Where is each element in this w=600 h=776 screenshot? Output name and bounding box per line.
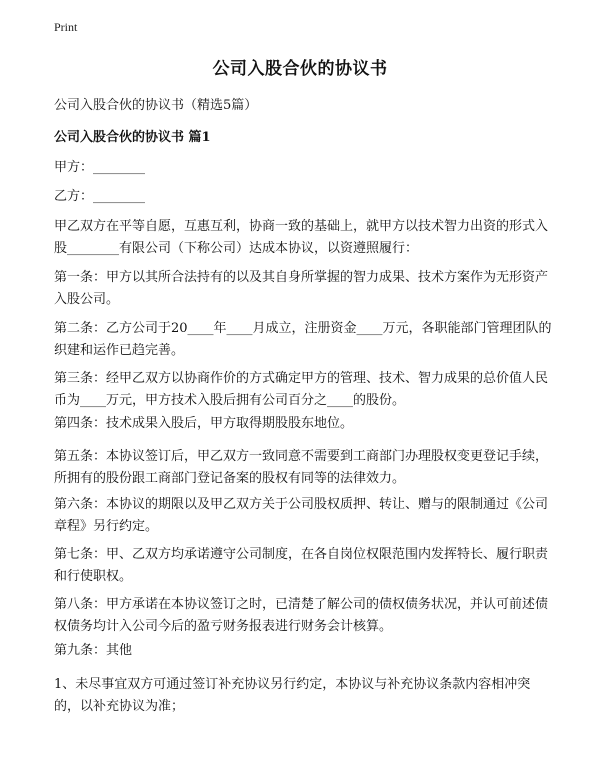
- document-subtitle: 公司入股合伙的协议书（精选5篇）: [54, 98, 258, 113]
- article-9-item-1: 1、未尽事宜双方可通过签订补充协议另行约定，本协议与补充协议条款内容相冲突的，以补充协议为准；: [54, 677, 531, 714]
- article-8: 第八条：甲方承诺在本协议签订之时，已清楚了解公司的债权债务状况，并认可前述债权债务均计入公司今后的盈亏财务报表进行财务会计核算。: [54, 597, 549, 634]
- print-label: Print: [54, 20, 78, 34]
- article-7: 第七条：甲、乙双方均承诺遵守公司制度，在各自岗位权限范围内发挥特长、履行职责和行使职权。: [54, 547, 549, 584]
- article-3: 第三条：经甲乙双方以协商作价的方式确定甲方的管理、技术、智力成果的总价值人民币为____万元，甲方技术入股后拥有公司百分之____的股份。: [54, 371, 549, 408]
- section-heading: 公司入股合伙的协议书 篇1: [54, 130, 211, 145]
- article-9: 第九条：其他: [54, 643, 133, 658]
- article-1: 第一条：甲方以其所合法持有的以及其自身所掌握的智力成果、技术方案作为无形资产入股公司。: [54, 270, 549, 307]
- article-4: 第四条：技术成果入股后，甲方取得期股股东地位。: [54, 416, 354, 431]
- article-5: 第五条：本协议签订后，甲乙双方一致同意不需要到工商部门办理股权变更登记手续，所拥有的股份跟工商部门登记备案的股权有同等的法律效力。: [54, 449, 549, 486]
- article-6: 第六条：本协议的期限以及甲乙双方关于公司股权质押、转让、赠与的限制通过《公司章程》另行约定。: [54, 497, 549, 534]
- article-2: 第二条：乙方公司于20____年____月成立，注册资金____万元，各职能部门管理团队的织建和运作已趋完善。: [54, 321, 552, 358]
- document-title: 公司入股合伙的协议书: [212, 59, 388, 79]
- party-a-line: 甲方：________: [54, 160, 146, 175]
- party-b-line: 乙方：________: [54, 189, 146, 204]
- preamble-paragraph: 甲乙双方在平等自愿，互惠互利，协商一致的基础上，就甲方以技术智力出资的形式入股________有限公司（下称公司）达成本协议，以资遵照履行：: [54, 219, 549, 256]
